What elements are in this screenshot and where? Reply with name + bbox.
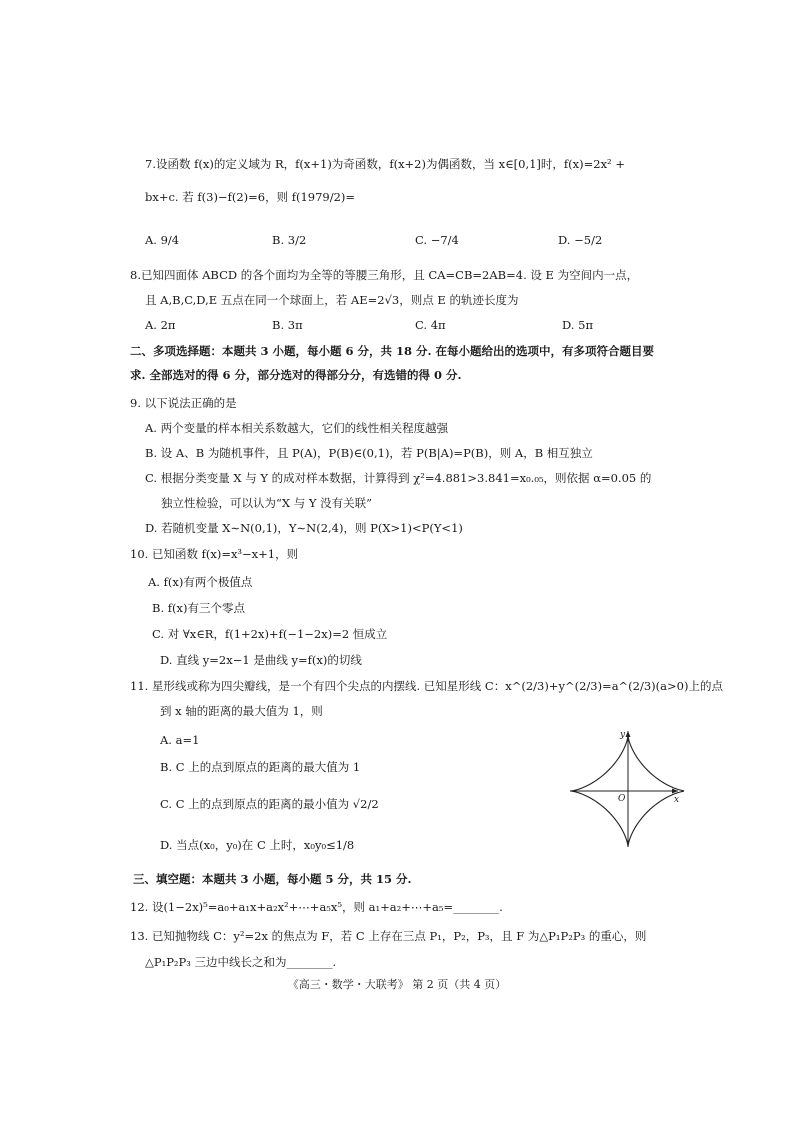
- section-2-heading: 二、多项选择题：本题共 3 小题，每小题 6 分，共 18 分. 在每小题给出的选项中，有多项符合题目要: [130, 344, 655, 358]
- q10-option-d: D. 直线 y=2x−1 是曲线 y=f(x)的切线: [160, 653, 362, 667]
- q7-stem-line-1: 7.设函数 f(x)的定义域为 R，f(x+1)为奇函数，f(x+2)为偶函数，当 x∈[0,1]时，f(x)=2x² +: [145, 157, 625, 171]
- q9-option-a: A. 两个变量的样本相关系数越大，它们的线性相关程度越强: [145, 421, 449, 435]
- astroid-figure: [568, 727, 684, 847]
- q9-option-b: B. 设 A、B 为随机事件，且 P(A)，P(B)∈(0,1)，若 P(B|A)=P(B)，则 A，B 相互独立: [145, 446, 593, 460]
- q7-option-b: B. 3/2: [272, 233, 307, 247]
- q9-option-c-continued: 独立性检验，可以认为“X 与 Y 没有关联”: [161, 496, 373, 510]
- q10-option-c: C. 对 ∀x∈R，f(1+2x)+f(−1−2x)=2 恒成立: [152, 627, 388, 641]
- q7-stem-line-2: bx+c. 若 f(3)−f(2)=6，则 f(1979/2)=: [145, 190, 356, 204]
- q11-option-a: A. a=1: [160, 733, 200, 747]
- q8-option-d: D. 5π: [562, 318, 593, 332]
- q12-stem: 12. 设(1−2x)⁵=a₀+a₁x+a₂x²+⋯+a₅x⁵，则 a₁+a₂+⋯+a₅=________.: [130, 900, 503, 914]
- y-axis-label: y: [620, 730, 626, 740]
- section-3-heading: 三、填空题：本题共 3 小题，每小题 5 分，共 15 分.: [133, 872, 412, 886]
- q9-stem: 9. 以下说法正确的是: [130, 396, 237, 410]
- q11-option-b: B. C 上的点到原点的距离的最大值为 1: [160, 760, 361, 774]
- q7-option-c: C. −7/4: [415, 233, 459, 247]
- q11-option-c: C. C 上的点到原点的距离的最小值为 √2/2: [160, 797, 379, 811]
- q13-stem-line-1: 13. 已知抛物线 C：y²=2x 的焦点为 F，若 C 上存在三点 P₁，P₂，P₃，且 F 为△P₁P₂P₃ 的重心，则: [130, 929, 647, 943]
- section-2-instructions: 求. 全部选对的得 6 分，部分选对的得部分分，有选错的得 0 分.: [130, 368, 462, 382]
- q10-stem: 10. 已知函数 f(x)=x³−x+1，则: [130, 547, 299, 561]
- q13-stem-line-2: △P₁P₂P₃ 三边中线长之和为________.: [145, 955, 337, 969]
- q9-option-c: C. 根据分类变量 X 与 Y 的成对样本数据，计算得到 χ²=4.881>3.841=x₀.₀₅，则依据 α=0.05 的: [145, 471, 652, 485]
- q7-option-a: A. 9/4: [145, 233, 180, 247]
- q7-option-d: D. −5/2: [558, 233, 603, 247]
- q9-option-d: D. 若随机变量 X∼N(0,1)，Y∼N(2,4)，则 P(X>1)<P(Y<1): [145, 521, 463, 535]
- q8-stem-line-1: 8.已知四面体 ABCD 的各个面均为全等的等腰三角形，且 CA=CB=2AB=4. 设 E 为空间内一点，: [130, 268, 639, 282]
- q8-stem-line-2: 且 A,B,C,D,E 五点在同一个球面上，若 AE=2√3，则点 E 的轨迹长度为: [145, 293, 519, 307]
- q11-stem-line-1: 11. 星形线或称为四尖瓣线，是一个有四个尖点的内摆线. 已知星形线 C：x^(2/3)+y^(2/3)=a^(2/3)(a>0)上的点: [130, 679, 723, 693]
- q8-option-a: A. 2π: [145, 318, 176, 332]
- q11-stem-line-2: 到 x 轴的距离的最大值为 1，则: [160, 704, 323, 718]
- x-axis-label: x: [674, 795, 680, 805]
- q10-option-a: A. f(x)有两个极值点: [148, 575, 253, 589]
- page-footer: 《高三・数学・大联考》 第 2 页（共 4 页）: [287, 978, 507, 991]
- origin-label: O: [618, 794, 626, 804]
- q10-option-b: B. f(x)有三个零点: [152, 601, 245, 615]
- q8-option-c: C. 4π: [415, 318, 446, 332]
- q11-option-d: D. 当点(x₀，y₀)在 C 上时，x₀y₀≤1/8: [160, 838, 355, 852]
- q8-option-b: B. 3π: [272, 318, 303, 332]
